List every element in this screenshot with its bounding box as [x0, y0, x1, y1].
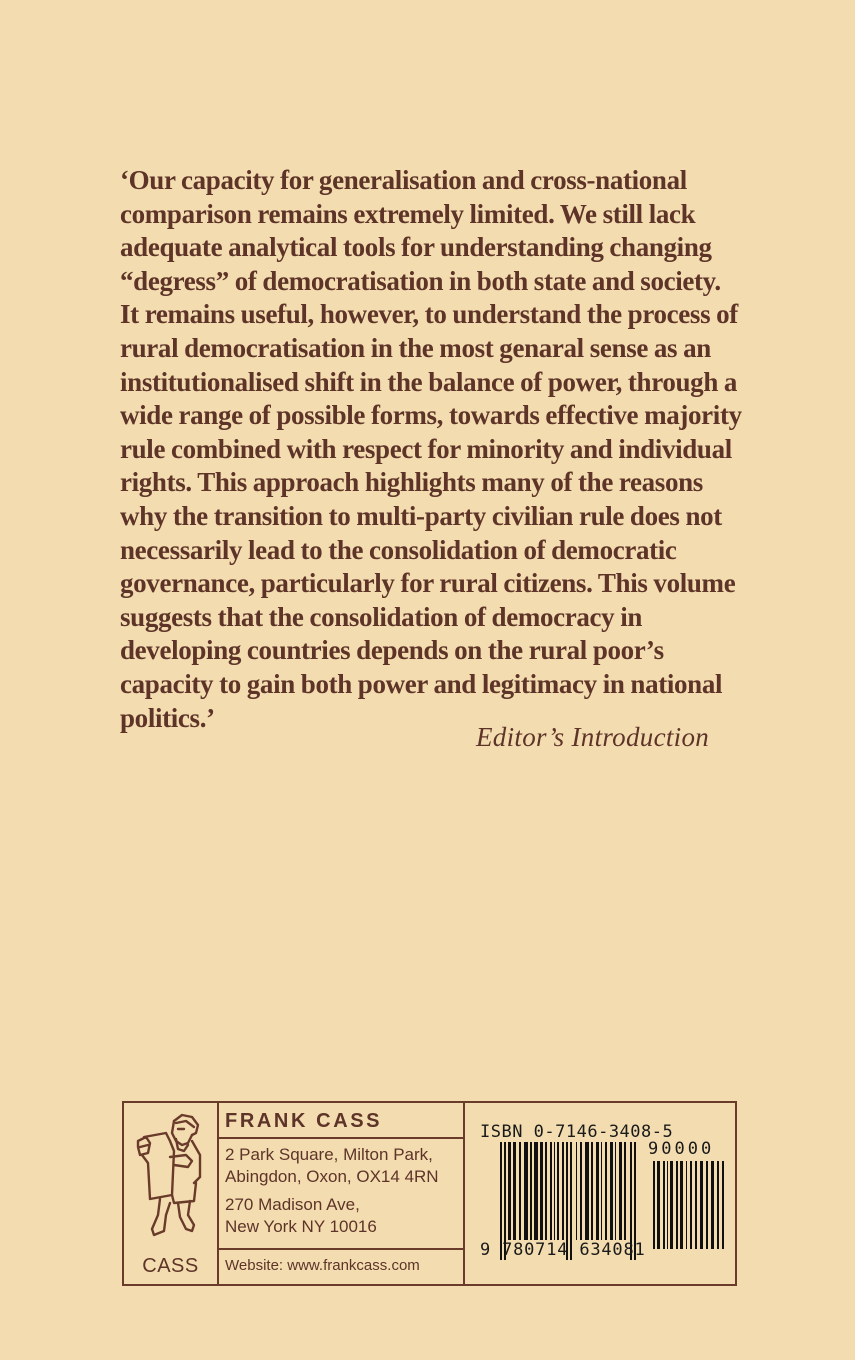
- quote-line: why the transition to multi-party civilian rule does not: [120, 500, 722, 531]
- isbn-label: ISBN 0-7146-3408-5: [480, 1122, 674, 1142]
- quote-line: suggests that the consolidation of democracy in: [120, 601, 643, 632]
- address-line: 270 Madison Ave,: [225, 1195, 360, 1214]
- quote-attribution: Editor’s Introduction: [476, 722, 710, 752]
- address-uk: [219, 1144, 463, 1188]
- publisher-name: FRANK CASS: [219, 1103, 463, 1139]
- address-line: 2 Park Square, Milton Park,: [225, 1145, 433, 1164]
- quote-line: ‘Our capacity for generalisation and cross-national: [120, 165, 687, 195]
- quote-block: [120, 164, 760, 735]
- publisher-website: Website: www.frankcass.com: [219, 1248, 463, 1284]
- publisher-logo: [124, 1103, 219, 1284]
- address-line: New York NY 10016: [225, 1217, 377, 1236]
- publisher-info: [219, 1103, 465, 1284]
- quote-line: rule combined with respect for minority and individual: [120, 433, 732, 464]
- addon-digits: 90000: [648, 1139, 715, 1159]
- quote-line: comparison remains extremely limited. We still lack: [120, 198, 696, 229]
- quote-line: rural democratisation in the most genaral sense as an: [120, 332, 711, 363]
- quote-line: politics.’: [120, 702, 215, 733]
- addon-barcode-bars: [653, 1161, 725, 1249]
- isbn-barcode: [465, 1103, 735, 1284]
- address-us: [219, 1194, 463, 1238]
- logo-word: CASS: [142, 1255, 199, 1277]
- quote-line: adequate analytical tools for understanding changing: [120, 232, 712, 263]
- quote-line: wide range of possible forms, towards effective majority: [120, 400, 742, 431]
- quote-line: rights. This approach highlights many of the reasons: [120, 467, 703, 498]
- quote-line: developing countries depends on the rural poor’s: [120, 635, 664, 666]
- quote-line: “degress” of democratisation in both state and society.: [120, 265, 721, 296]
- quote-line: institutionalised shift in the balance of power, through a: [120, 366, 738, 397]
- publisher-imprint-box: [122, 1101, 737, 1286]
- quote-line: It remains useful, however, to understand the process of: [120, 299, 738, 330]
- quote-line: capacity to gain both power and legitimacy in national: [120, 668, 723, 699]
- address-line: Abingdon, Oxon, OX14 4RN: [225, 1167, 439, 1186]
- ean-digits: 9 780714 634081: [480, 1240, 646, 1260]
- quote-line: governance, particularly for rural citizens. This volume: [120, 568, 736, 599]
- quote-line: necessarily lead to the consolidation of democratic: [120, 534, 677, 565]
- reading-man-icon: [130, 1111, 210, 1246]
